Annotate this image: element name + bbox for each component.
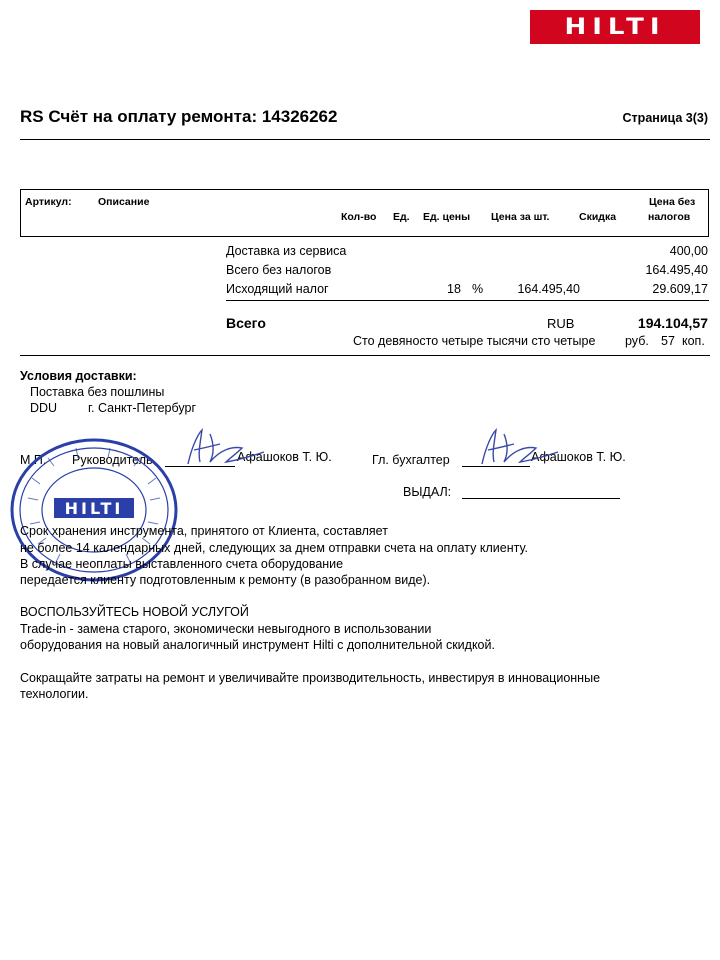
logo-text: HILTI [564, 14, 666, 40]
notice-line1: Срок хранения инструмента, принятого от Клиента, составляет [20, 524, 388, 538]
promo-line4: технологии. [20, 687, 89, 701]
col-qty: Кол-во [341, 211, 377, 223]
accountant-label: Гл. бухгалтер [372, 453, 450, 467]
row-tax-label: Исходящий налог [226, 282, 329, 296]
total-divider [20, 355, 710, 356]
total-currency: RUB [547, 316, 575, 331]
delivery-city: г. Санкт-Петербург [88, 401, 197, 415]
col-description: Описание [98, 196, 150, 208]
notice-line4: передается клиенту подготовленным к ремонту (в разобранном виде). [20, 573, 431, 587]
col-article: Артикул: [25, 196, 72, 208]
director-label: Руководитель [72, 453, 153, 467]
row-subtotal-amount: 164.495,40 [645, 263, 708, 277]
accountant-name: Афашоков Т. Ю. [531, 450, 626, 464]
rows-divider [226, 300, 709, 301]
promo-line3: Сокращайте затраты на ремонт и увеличивайте производительность, инвестируя в инновационные [20, 671, 601, 685]
total-in-words: Сто девяносто четыре тысячи сто четыре [353, 334, 596, 348]
hilti-logo [530, 10, 700, 44]
table-header [20, 189, 709, 237]
col-price-unit: Ед. цены [423, 211, 471, 223]
delivery-heading: Условия доставки: [20, 369, 137, 383]
promo-line1: Trade-in - замена старого, экономически невыгодного в использовании [20, 622, 432, 636]
row-delivery-label: Доставка из сервиса [226, 244, 347, 258]
row-subtotal-label: Всего без налогов [226, 263, 332, 277]
header-divider [20, 139, 710, 140]
issued-line [462, 498, 620, 499]
director-signature [180, 426, 270, 470]
total-label: Всего [226, 315, 266, 331]
delivery-code: DDU [30, 401, 58, 415]
row-delivery-amount: 400,00 [669, 244, 708, 258]
invoice-title: RS Счёт на оплату ремонта: 14326262 [20, 107, 338, 126]
total-rub: руб. [625, 334, 649, 348]
row-tax-base: 164.495,40 [517, 282, 580, 296]
delivery-line1: Поставка без пошлины [30, 385, 165, 399]
row-tax-rate: 18 [447, 282, 461, 296]
mp-label: М.П. [20, 453, 47, 467]
row-tax-amount: 29.609,17 [652, 282, 708, 296]
accountant-signature [474, 426, 564, 470]
total-amount: 194.104,57 [637, 315, 708, 331]
promo-heading: ВОСПОЛЬЗУЙТЕСЬ НОВОЙ УСЛУГОЙ [20, 605, 249, 619]
director-name: Афашоков Т. Ю. [237, 450, 332, 464]
stamp-logo-text: HILTI [64, 499, 124, 518]
promo-line2: оборудования на новый аналогичный инструмент Hilti с дополнительной скидкой. [20, 638, 495, 652]
total-kop-value: 57 [661, 334, 675, 348]
notice-line3: В случае неоплаты выставленного счета оборудование [20, 557, 344, 571]
col-net-line1: Цена без [649, 196, 696, 208]
col-discount: Скидка [579, 211, 617, 223]
notice-line2: не более 14 календарных дней, следующих за днем отправки счета на оплату клиенту. [20, 541, 528, 555]
col-unit: Ед. [393, 211, 410, 223]
total-kop: коп. [682, 334, 705, 348]
page-number: Страница 3(3) [622, 111, 708, 125]
issued-label: ВЫДАЛ: [403, 485, 452, 499]
row-tax-percent: % [472, 282, 484, 296]
col-net-line2: налогов [648, 211, 691, 223]
col-price-per: Цена за шт. [491, 211, 550, 223]
